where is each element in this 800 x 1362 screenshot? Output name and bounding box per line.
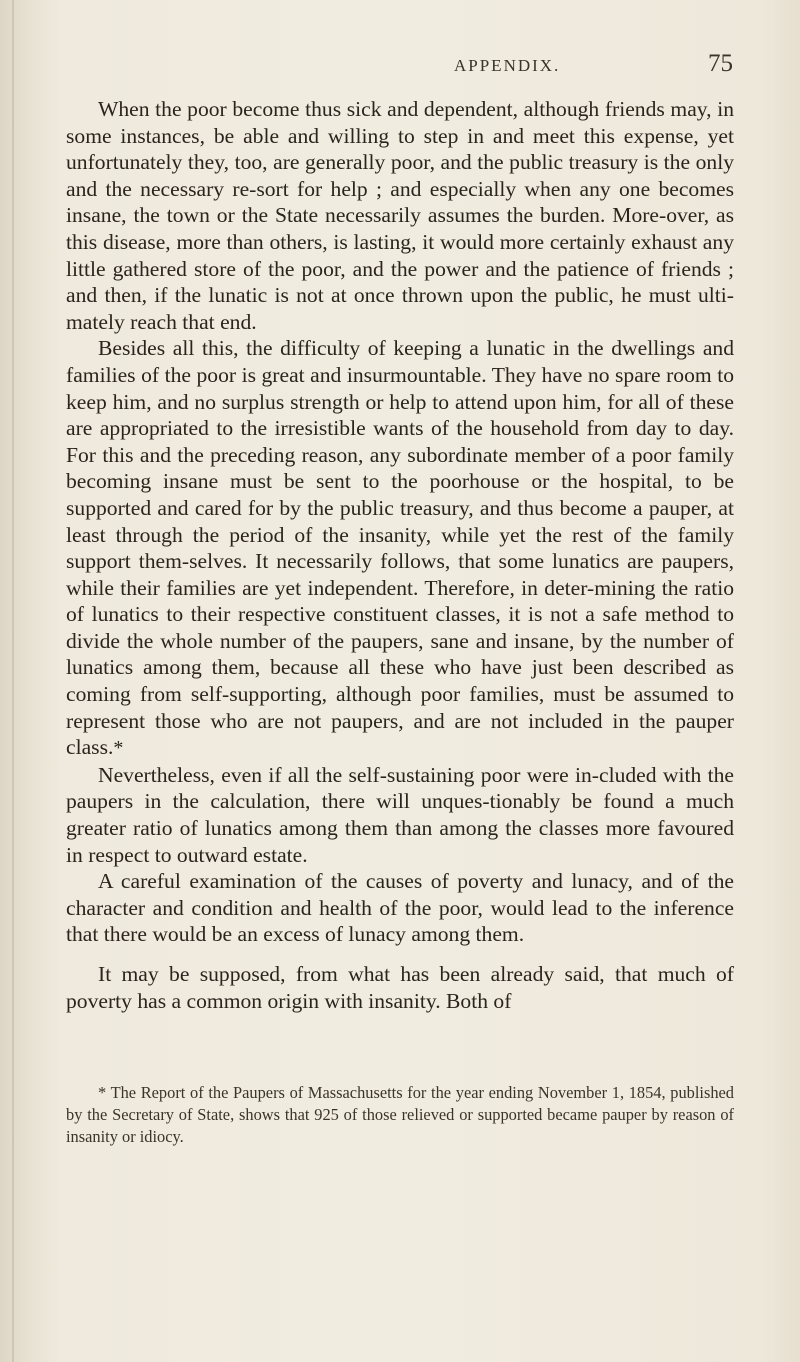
footnote-text: * The Report of the Paupers of Massachusetts for the year ending November 1, 1854, published by the Secretary of State, shows that 925 of those relieved or supported became pauper by reason of insanity or idiocy. [66, 1083, 734, 1146]
paragraph-1: When the poor become thus sick and dependent, although friends may, in some instances, be able and willing to step in and meet this expense, yet unfortunately they, too, are generally poor, and the public treasury is the only and the necessary re-sort for help ; and especially when any one becomes insane, the town or the State necessarily assumes the burden. More-over, as this disease, more than others, is lasting, it would more certainly exhaust any little gathered store of the poor, and the power and the patience of friends ; and then, if the lunatic is not at once thrown upon the public, he must ulti-mately reach that end. [66, 97, 734, 334]
footnote-marker: * [113, 737, 124, 760]
paragraph-3: Nevertheless, even if all the self-sustaining poor were in-cluded with the paupers in the calculation, there will unques-tionably be found a much greater ratio of lunatics among them than among the classes more favoured in respect to outward estate. [66, 762, 734, 867]
binding-gutter [12, 0, 14, 1362]
paragraph-2-text: Besides all this, the difficulty of keeping a lunatic in the dwellings and families of the poor is great and insurmountable. They have no spare room to keep him, and no surplus strength or help to attend upon him, for all of these are appropriated to the irresistible wants of the household from day to day. For this and the preceding reason, any subordinate member of a poor family becoming insane must be sent to the poorhouse or the hospital, to be supported and cared for by the public treasury, and thus become a pauper, at least through the period of the insanity, while yet the rest of the family support them-selves. It necessarily follows, that some lunatics are paupers, while their families are yet independent. Therefore, in deter-mining the ratio of lunatics to their respective constituent classes, it is not a safe method to divide the whole number of the paupers, sane and insane, by the number of lunatics among them, because all these who have just been described as coming from self-supporting, although poor families, must be assumed to represent those who are not paupers, and are not included in the pauper class. [66, 336, 734, 760]
paragraph-5: It may be supposed, from what has been already said, that much of poverty has a common origin with insanity. Both of [66, 962, 734, 1013]
footnote [66, 1082, 734, 1148]
paragraph-4: A careful examination of the causes of poverty and lunacy, and of the character and condition and health of the poor, would lead to the inference that there would be an excess of lunacy among them. [66, 869, 734, 947]
page-number: 75 [708, 50, 733, 77]
page-header [0, 50, 800, 80]
paragraph-2 [66, 335, 734, 762]
running-head: APPENDIX. [454, 56, 561, 75]
body-text [66, 96, 734, 1014]
